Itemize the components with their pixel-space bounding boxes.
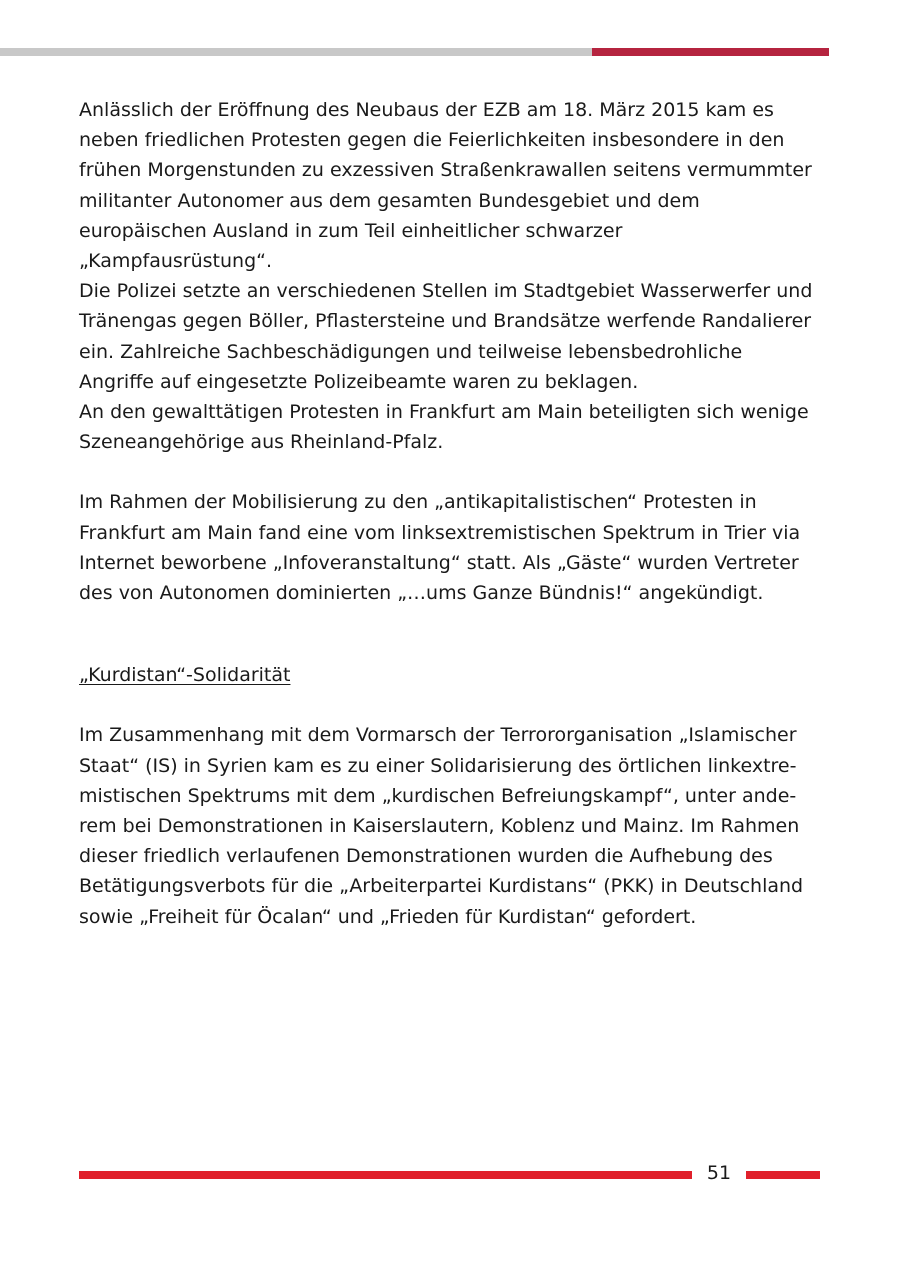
page-body <box>79 95 820 932</box>
section-spacer <box>79 608 820 660</box>
heading-spacer <box>79 690 820 720</box>
paragraph-police-response: Die Polizei setzte an verschiedenen Stellen im Stadtgebiet Wasserwerfer und Tränengas gegen Böller, Pflastersteine und Brandsätze werfende Randalierer ein. Zahlreiche Sachbeschädigungen und teilweise lebensbedrohliche Angriffe auf eingesetzte Polizeibeamte waren zu beklagen. <box>79 280 813 393</box>
paragraph-kurdistan-solidarity: Im Zusammenhang mit dem Vormarsch der Terrororganisation „Islamischer Staat“ (IS) in Syrien kam es zu einer Solidarisierung des örtlichen linkextremistischen Spektrums mit dem „kurdischen Befreiungskampf“, unter anderem bei Demonstrationen in Kaiserslautern, Koblenz und Mainz. Im Rahmen dieser friedlich verlaufenen Demonstrationen wurden die Aufhebung des Betätigungsverbots für die „Arbeiterpartei Kurdistans“ (PKK) in Deutschland sowie „Freiheit für Öcalan“ und „Frieden für Kurdistan“ gefordert. <box>79 724 804 928</box>
paragraph-spacer <box>79 457 820 487</box>
footer-rule-right <box>746 1171 820 1179</box>
header-rule-red <box>592 48 829 56</box>
paragraph-mobilisation-trier: Im Rahmen der Mobilisierung zu den „antikapitalistischen“ Protesten in Frankfurt am Main fand eine vom linksextremistischen Spektrum in Trier via Internet beworbene „Infoveranstaltung“ statt. Als „Gäste“ wurden Vertreter des von Autonomen dominierten „…ums Ganze Bündnis!“ angekündigt. <box>79 491 801 605</box>
header-rule-gray <box>0 48 592 56</box>
page-number: 51 <box>706 1162 732 1184</box>
paragraph-rlp-participants: An den gewalttätigen Protesten in Frankfurt am Main beteiligten sich wenige Szeneangehörige aus Rheinland-Pfalz. <box>79 401 809 454</box>
section-heading-kurdistan: „Kurdistan“-Solidarität <box>79 664 291 687</box>
footer-rule-left <box>79 1171 692 1179</box>
paragraph-ezb-opening: Anlässlich der Eröffnung des Neubaus der EZB am 18. März 2015 kam es neben friedlichen Protesten gegen die Feierlichkeiten insbesondere in den frühen Morgenstunden zu exzessiven Straßenkrawallen seitens vermummter militanter Autonomer aus dem gesamten Bundesgebiet und dem europäischen Ausland in zum Teil einheitlicher schwarzer „Kampfausrüstung“. <box>79 99 812 273</box>
